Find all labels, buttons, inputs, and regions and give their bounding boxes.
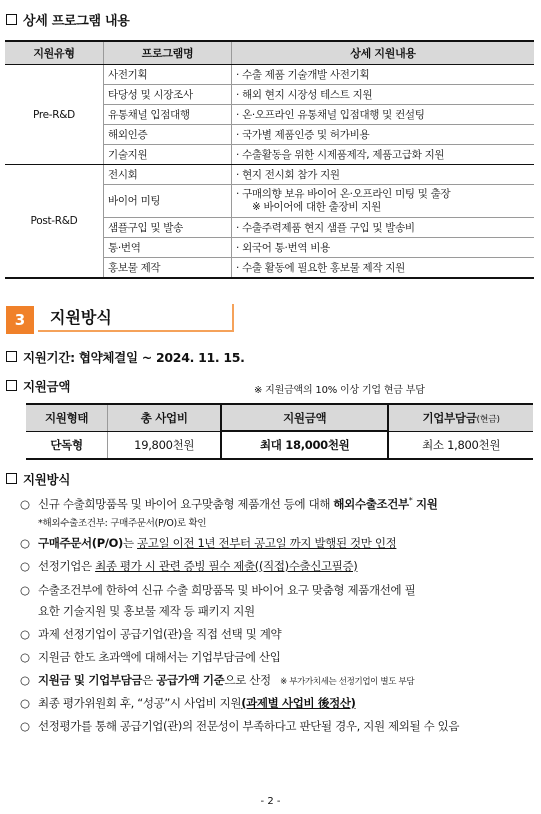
detail-cell: · 수출 제품 기술개발 사전기획: [232, 65, 535, 85]
circle-bullet-icon: ○: [20, 673, 30, 687]
amount-header-highlight: 지원금액: [221, 404, 388, 431]
detail-cell: · 현지 전시회 참가 지원: [232, 165, 535, 185]
header-program: 프로그램명: [104, 41, 232, 65]
vat-note: ※ 부가가치세는 선정기업이 별도 부담: [280, 677, 415, 687]
circle-bullet-icon: ○: [20, 627, 30, 641]
amount-cell: 최소 1,800천원: [388, 431, 533, 459]
circle-bullet-icon: ○: [20, 559, 30, 573]
detail-cell: [232, 185, 535, 218]
circle-bullet-icon: ○: [20, 536, 30, 550]
bullet-item: ○ 지원금 및 기업부담금은 공급가액 기준으로 산정 ※ 부가가치세는 선정기업이 별도 부담: [20, 673, 415, 687]
detail-line: · 구매의향 보유 바이어 온·오프라인 미팅 및 출장: [236, 188, 451, 200]
amount-cell-highlight: 최대 18,000천원: [221, 431, 388, 459]
detail-cell: · 외국어 통·번역 비용: [232, 238, 535, 258]
amount-note: ※ 지원금액의 10% 이상 기업 현금 부담: [254, 385, 425, 396]
checkbox-square-icon: [6, 14, 17, 25]
amount-table: [26, 403, 533, 460]
detail-cell: · 해외 현지 시장성 테스트 지원: [232, 85, 535, 105]
amount-heading: 지원금액: [6, 377, 70, 395]
amount-cell: 단독형: [26, 431, 108, 459]
detail-cell: · 국가별 제품인증 및 허가비용: [232, 125, 535, 145]
circle-bullet-icon: ○: [20, 719, 30, 733]
bullet-item: ○ 지원금 한도 초과액에 대해서는 기업부담금에 산입: [20, 650, 281, 664]
checkbox-square-icon: [6, 380, 17, 391]
program-cell: 통·번역: [104, 238, 232, 258]
page-number: - 2 -: [260, 796, 281, 807]
header-detail: 상세 지원내용: [232, 41, 535, 65]
bullet-item: ○ 최종 평가위원회 후, “성공”시 사업비 지원(과제별 사업비 後정산): [20, 696, 356, 710]
type-cell: Pre-R&D: [5, 65, 104, 165]
bullet-item: ○ 수출조건부에 한하여 신규 수출 희망품목 및 바이어 요구 맞춤형 제품개선에 필: [20, 583, 416, 597]
circle-bullet-icon: ○: [20, 650, 30, 664]
bullet-item: ○ 구매주문서(P/O)는 공고일 이전 1년 전부터 공고일 까지 발행된 것만 인정: [20, 536, 397, 550]
program-cell: 사전기획: [104, 65, 232, 85]
checkbox-square-icon: [6, 351, 17, 362]
program-cell: 전시회: [104, 165, 232, 185]
bullet-footnote: *해외수출조건부: 구매주문서(P/O)로 확인: [38, 518, 207, 529]
checkbox-square-icon: [6, 473, 17, 484]
circle-bullet-icon: ○: [20, 496, 30, 511]
header-type: 지원유형: [5, 41, 104, 65]
section-heading: 상세 프로그램 내용: [6, 10, 130, 29]
program-cell: 샘플구입 및 발송: [104, 218, 232, 238]
detail-cell: · 온·오프라인 유통채널 입점대행 및 컨설팅: [232, 105, 535, 125]
bullet-item: ○ 신규 수출희망품목 및 바이어 요구맞춤형 제품개선 등에 대해 해외수출조건부* 지원: [20, 496, 438, 511]
detail-cell: · 수출주력제품 현지 샘플 구입 및 발송비: [232, 218, 535, 238]
amount-header: 총 사업비: [108, 404, 222, 431]
program-cell: 기술지원: [104, 145, 232, 165]
bullet-continuation: 요한 기술지원 및 홍보물 제작 등 패키지 지원: [38, 604, 255, 618]
bullet-item: ○ 선정평가를 통해 공급기업(관)의 전문성이 부족하다고 판단될 경우, 지원 제외될 수 있음: [20, 719, 460, 733]
detail-cell: · 수출 활동에 필요한 홍보물 제작 지원: [232, 258, 535, 279]
amount-cell: 19,800천원: [108, 431, 222, 459]
amount-header: 기업부담금(현금): [388, 404, 533, 431]
circle-bullet-icon: ○: [20, 583, 30, 597]
section-number: 3: [6, 306, 34, 334]
bullet-item: ○ 과제 선정기업이 공급기업(관)을 직접 선택 및 계약: [20, 627, 282, 641]
program-cell: 홍보물 제작: [104, 258, 232, 279]
detail-cell: · 수출활동을 위한 시제품제작, 제품고급화 지원: [232, 145, 535, 165]
period-line: 지원기간: 협약체결일 ~ 2024. 11. 15.: [6, 348, 245, 366]
program-cell: 해외인증: [104, 125, 232, 145]
amount-header: 지원형태: [26, 404, 108, 431]
section-title: 지원방식: [38, 304, 234, 332]
detail-note: ※ 바이어에 대한 출장비 지원: [252, 201, 381, 213]
program-table: [5, 40, 534, 279]
type-cell: Post-R&D: [5, 165, 104, 279]
program-cell: 바이어 미팅: [104, 185, 232, 218]
method-heading: 지원방식: [6, 470, 70, 488]
program-cell: 유통채널 입점대행: [104, 105, 232, 125]
circle-bullet-icon: ○: [20, 696, 30, 710]
bullet-item: ○ 선정기업은 최종 평가 시 관련 증빙 필수 제출((직접)수출신고필증): [20, 559, 358, 573]
program-cell: 타당성 및 시장조사: [104, 85, 232, 105]
